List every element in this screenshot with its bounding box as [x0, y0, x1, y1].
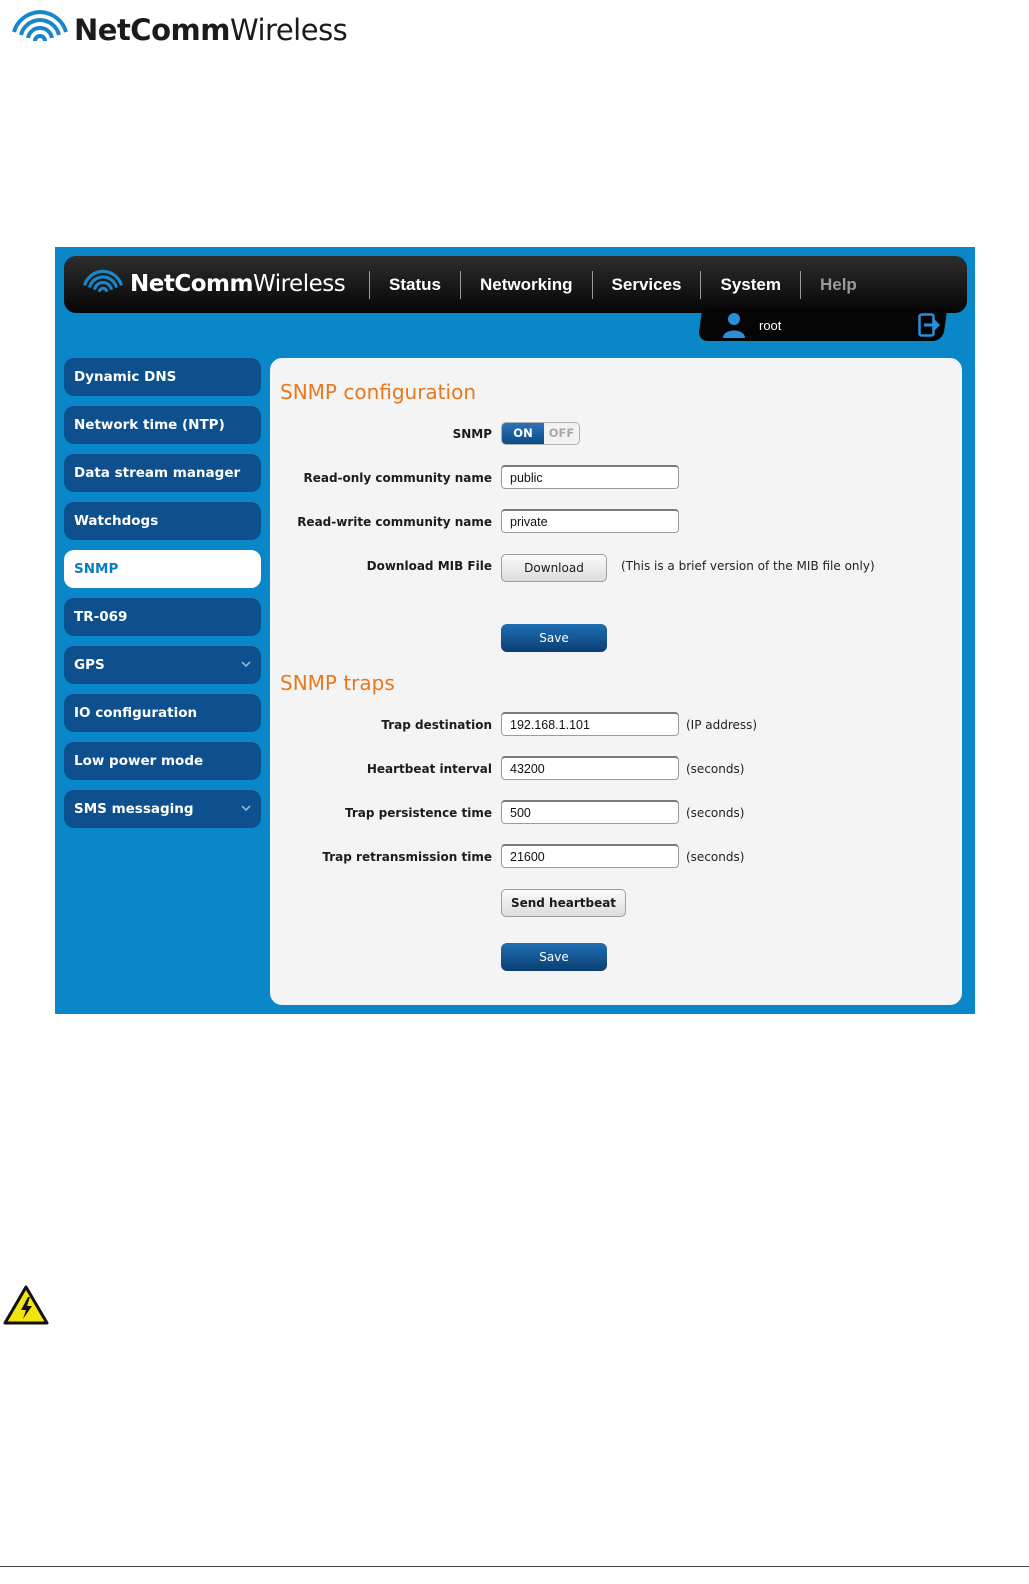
snmp-traps-title: SNMP traps: [280, 671, 395, 695]
sidebar-item-label: SNMP: [74, 561, 119, 577]
nav-help[interactable]: Help: [800, 271, 876, 299]
toggle-off-label: OFF: [548, 426, 575, 440]
sidebar-item-label: Watchdogs: [74, 513, 159, 529]
heartbeat-interval-hint: (seconds): [686, 762, 745, 776]
trap-destination-input[interactable]: [501, 712, 679, 736]
snmp-configuration-title: SNMP configuration: [280, 380, 476, 404]
read-write-community-label: Read-write community name: [297, 515, 492, 529]
sidebar-item-io-configuration[interactable]: [64, 694, 261, 732]
sidebar-item-ntp[interactable]: [64, 406, 261, 444]
logo-text-strong: NetComm: [130, 270, 253, 297]
chevron-down-icon: [241, 660, 251, 668]
sidebar-item-watchdogs[interactable]: [64, 502, 261, 540]
heartbeat-interval-label: Heartbeat interval: [366, 762, 492, 776]
trap-persistence-hint: (seconds): [686, 806, 745, 820]
sidebar-item-data-stream-manager[interactable]: [64, 454, 261, 492]
sidebar-item-label: TR-069: [74, 609, 128, 625]
wifi-logo-icon: [82, 267, 124, 301]
logout-icon[interactable]: [918, 313, 940, 337]
sidebar-item-low-power-mode[interactable]: [64, 742, 261, 780]
nav-services[interactable]: Services: [592, 271, 701, 299]
save-config-button[interactable]: Save: [501, 624, 607, 652]
sidebar-item-sms-messaging[interactable]: [64, 790, 261, 828]
chevron-down-icon: [241, 804, 251, 812]
sidebar-item-snmp[interactable]: [64, 550, 261, 588]
nav-networking[interactable]: Networking: [460, 271, 592, 299]
sidebar-item-label: Dynamic DNS: [74, 369, 177, 385]
user-area: [720, 310, 940, 340]
content-panel: [270, 358, 962, 1005]
sidebar-item-label: GPS: [74, 657, 105, 673]
user-icon: [722, 312, 746, 338]
sidebar-item-label: IO configuration: [74, 705, 198, 721]
nav-system[interactable]: System: [700, 271, 799, 299]
electrical-warning-icon: [3, 1285, 49, 1325]
sidebar-item-gps[interactable]: [64, 646, 261, 684]
logo-text-light: Wireless: [229, 12, 348, 47]
trap-retransmission-label: Trap retransmission time: [322, 850, 492, 864]
trap-retransmission-input[interactable]: [501, 844, 679, 868]
main-menu: [369, 270, 876, 300]
snmp-toggle[interactable]: [501, 422, 580, 445]
sidebar-item-label: Network time (NTP): [74, 417, 225, 433]
trap-destination-label: Trap destination: [381, 718, 492, 732]
router-ui-screenshot: [55, 247, 975, 1014]
footer-divider: [0, 1566, 1029, 1567]
read-write-community-input[interactable]: [501, 509, 679, 533]
trap-persistence-label: Trap persistence time: [344, 806, 492, 820]
mib-hint: (This is a brief version of the MIB file only): [621, 559, 875, 573]
top-navbar: [64, 256, 967, 313]
nav-status[interactable]: Status: [369, 271, 460, 299]
read-only-community-input[interactable]: [501, 465, 679, 489]
sidebar-item-tr069[interactable]: [64, 598, 261, 636]
navbar-logo[interactable]: [82, 267, 345, 301]
trap-destination-hint: (IP address): [686, 718, 758, 732]
heartbeat-interval-input[interactable]: [501, 756, 679, 780]
trap-retransmission-hint: (seconds): [686, 850, 745, 864]
toggle-on-label: ON: [502, 423, 544, 444]
wifi-logo-icon: [12, 6, 68, 54]
logo-text-light: Wireless: [252, 270, 346, 297]
save-traps-button[interactable]: Save: [501, 943, 607, 971]
sidebar-item-label: Low power mode: [74, 753, 204, 769]
username: root: [759, 317, 782, 333]
trap-persistence-input[interactable]: [501, 800, 679, 824]
sidebar: [64, 358, 261, 838]
download-mib-label: Download MIB File: [366, 559, 492, 573]
download-button[interactable]: Download: [501, 554, 607, 582]
sidebar-item-label: Data stream manager: [74, 465, 241, 481]
logo-text-strong: NetComm: [74, 12, 230, 47]
sidebar-item-label: SMS messaging: [74, 801, 194, 817]
read-only-community-label: Read-only community name: [303, 471, 492, 485]
snmp-label: SNMP: [452, 427, 492, 441]
send-heartbeat-button[interactable]: Send heartbeat: [501, 889, 626, 917]
sidebar-item-dynamic-dns[interactable]: [64, 358, 261, 396]
document-logo: [12, 6, 347, 54]
